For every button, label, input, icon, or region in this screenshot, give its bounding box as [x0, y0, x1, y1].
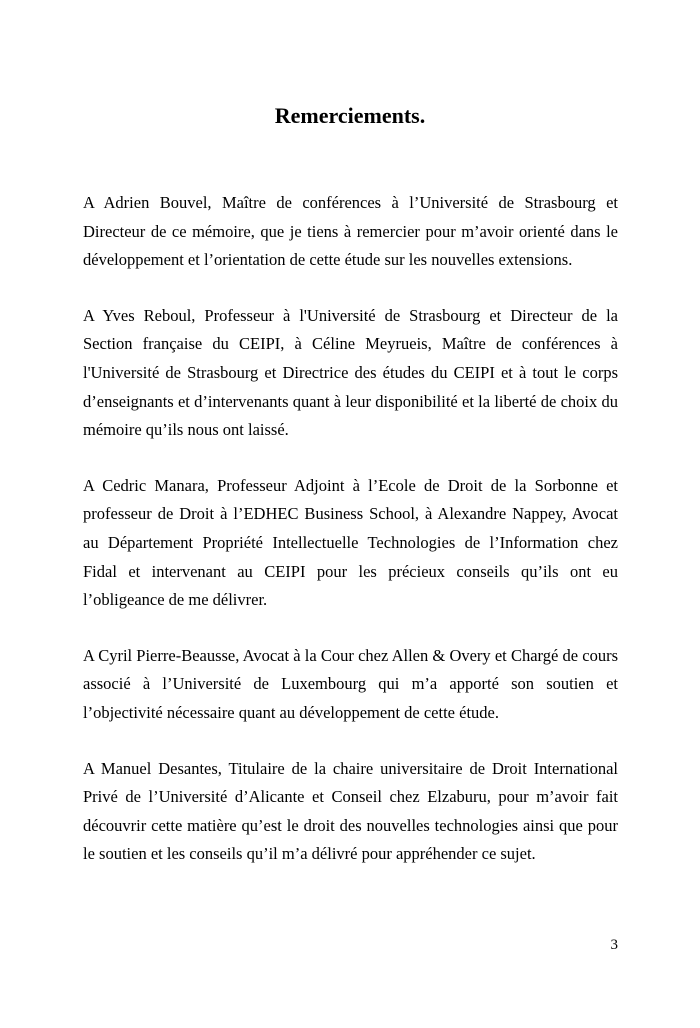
paragraph-bouvel: A Adrien Bouvel, Maître de conférences à l’Université de Strasbourg et Directeur de ce mémoire, que je tiens à remercier pour m’avoir orienté dans le développement et l’orientation de cette étude sur les nouvelles extensions. — [83, 193, 618, 270]
page-title: Remerciements. — [274, 103, 426, 128]
paragraph-reboul: A Yves Reboul, Professeur à l'Université de Strasbourg et Directeur de la Section française du CEIPI, à Céline Meyrueis, Maître de conférences à l'Université de Strasbourg et Directrice des études du CEIPI et à tout le corps d’enseignants et d’intervenants quant à leur disponibilité et la liberté de choix du mémoire qu’ils nous ont laissé. — [83, 305, 618, 440]
paragraph-pierre-beausse: A Cyril Pierre-Beausse, Avocat à la Cour chez Allen & Overy et Chargé de cours associé à l’Université de Luxembourg qui m’a apporté son soutien et l’objectivité nécessaire quant au développement de cette étude. — [83, 645, 618, 722]
paragraph-desantes: A Manuel Desantes, Titulaire de la chaire universitaire de Droit International Privé de l’Université d’Alicante et Conseil chez Elzaburu, pour m’avoir fait découvrir cette matière qu’est le droit des nouvelles technologies ainsi que pour le soutien et les conseils qu’il m’a délivré pour appréhender ce sujet. — [83, 758, 618, 864]
page-number: 3 — [610, 937, 618, 953]
paragraph-manara: A Cedric Manara, Professeur Adjoint à l’Ecole de Droit de la Sorbonne et professeur de Droit à l’EDHEC Business School, à Alexandre Nappey, Avocat au Département Propriété Intellectuelle Technologies de l’Information chez Fidal et intervenant au CEIPI pour les précieux conseils qu’ils ont eu l’obligeance de me délivrer. — [83, 475, 618, 610]
acknowledgements-body — [83, 189, 618, 896]
